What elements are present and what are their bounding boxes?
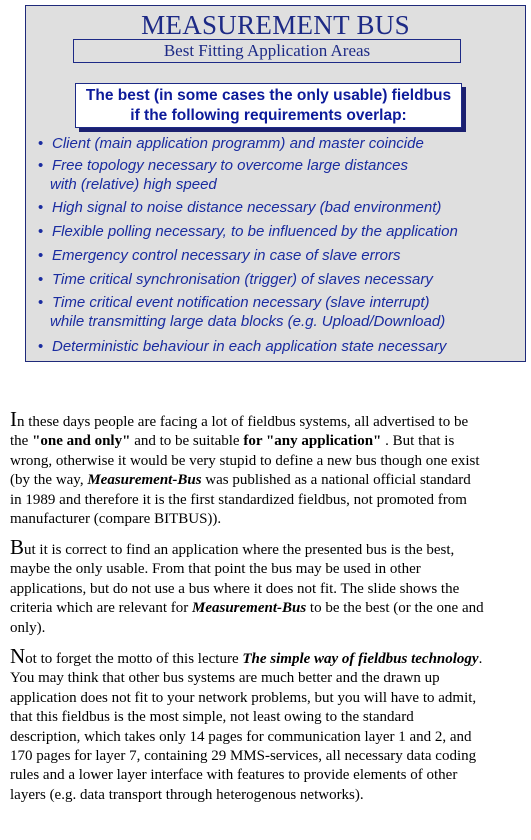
bullet-item xyxy=(38,134,424,153)
drop-cap: N xyxy=(10,644,26,668)
text-line: applications, but do not use a bus where it does not fit. The slide shows the xyxy=(10,580,460,597)
text-line xyxy=(10,407,531,432)
text-line: wrong, otherwise it would be very stupid to define a new bus though one exist xyxy=(10,452,480,469)
bullet-dot: • xyxy=(38,199,44,216)
slide-subtitle: Best Fitting Application Areas xyxy=(73,39,461,63)
bullet-item xyxy=(38,337,446,356)
bullet-item xyxy=(38,246,400,265)
bullet-text: Free topology necessary to overcome large distances xyxy=(52,157,409,174)
emphasis-measurement-bus: Measurement-Bus xyxy=(191,600,307,617)
bullet-text: Emergency control necessary in case of slave errors xyxy=(52,247,401,264)
paragraph-3 xyxy=(10,644,531,805)
bullet-dot: • xyxy=(38,338,44,355)
drop-cap: B xyxy=(10,535,25,559)
bullet-text: Time critical event notification necessary (slave interrupt) xyxy=(52,294,430,311)
requirements-line: if the following requirements overlap: xyxy=(130,107,407,124)
text-line xyxy=(10,644,531,669)
text-span: . But that is xyxy=(381,433,455,450)
drop-cap: I xyxy=(10,407,17,431)
bullet-item xyxy=(38,222,458,241)
bullet-text-continued: with (relative) high speed xyxy=(50,176,217,193)
text-span: . xyxy=(478,651,483,667)
emphasis-motto: The simple way of fieldbus technology xyxy=(242,651,479,667)
text-span: and to be suitable xyxy=(130,433,244,450)
bullet-text: Time critical synchronisation (trigger) of slaves necessary xyxy=(52,271,433,288)
text-line: in 1989 and therefore it is the first standardized fieldbus, not promoted from xyxy=(10,491,467,508)
text-line: maybe the only usable. From that point the bus may be used in other xyxy=(10,561,421,578)
bullet-item xyxy=(38,198,441,217)
requirements-callout xyxy=(75,83,462,128)
text-line: layers (e.g. data transport through heterogenous networks). xyxy=(10,786,364,803)
text-line: application does not fit to your network problems, but you will have to admit, xyxy=(10,689,477,706)
bullet-dot: • xyxy=(38,294,44,311)
bullet-dot: • xyxy=(38,247,44,264)
slide-panel xyxy=(25,5,526,362)
text-span: was published as a national official standard xyxy=(201,472,471,489)
text-span: the xyxy=(10,433,33,450)
bullet-text: High signal to noise distance necessary (bad environment) xyxy=(52,199,442,216)
bullet-item xyxy=(38,293,445,331)
emphasis-one-and-only: "one and only" xyxy=(32,433,131,450)
bullet-dot: • xyxy=(38,271,44,288)
text-line xyxy=(10,432,531,451)
bullet-text: Flexible polling necessary, to be influenced by the application xyxy=(52,223,458,240)
text-span: ot to forget the motto of this lecture xyxy=(25,651,243,667)
bullet-text-continued: while transmitting large data blocks (e.g. Upload/Download) xyxy=(50,313,446,330)
text-line: that this fieldbus is the most simple, not least owing to the standard xyxy=(10,709,414,726)
bullet-dot: • xyxy=(38,157,44,174)
text-line: rules and a lower layer interface with features to provide elements of other xyxy=(10,767,458,784)
bullet-dot: • xyxy=(38,135,44,152)
text-line xyxy=(10,471,531,490)
bullet-text: Client (main application programm) and master coincide xyxy=(52,135,424,152)
slide-title: MEASUREMENT BUS xyxy=(141,10,410,40)
paragraph-1 xyxy=(10,407,531,529)
bullet-item xyxy=(38,270,433,289)
paragraph-2 xyxy=(10,535,531,638)
bullet-dot: • xyxy=(38,223,44,240)
text-line: 170 pages for layer 7, containing 29 MMS-services, all necessary data coding xyxy=(10,748,477,765)
text-line xyxy=(10,599,531,618)
text-line xyxy=(10,535,531,560)
text-span: to be the best (or the one and xyxy=(306,600,484,617)
text-span: ut it is correct to find an application where the presented bus is the best, xyxy=(24,542,455,558)
emphasis-measurement-bus: Measurement-Bus xyxy=(87,472,202,489)
text-line: You may think that other bus systems are much better and the drawn up xyxy=(10,670,440,687)
requirements-line: The best (in some cases the only usable) fieldbus xyxy=(85,87,452,104)
text-line: only). xyxy=(10,619,46,636)
text-span: (by the way, xyxy=(10,472,88,489)
text-line: manufacturer (compare BITBUS)). xyxy=(10,511,222,528)
text-line: description, which takes only 14 pages for communication layer 1 and 2, and xyxy=(10,728,472,745)
text-span: criteria which are relevant for xyxy=(10,600,192,617)
text-span: n these days people are facing a lot of fieldbus systems, all advertised to be xyxy=(17,414,469,430)
bullet-text: Deterministic behaviour in each application state necessary xyxy=(52,338,447,355)
emphasis-any-application: for "any application" xyxy=(243,433,382,450)
bullet-item xyxy=(38,156,408,194)
